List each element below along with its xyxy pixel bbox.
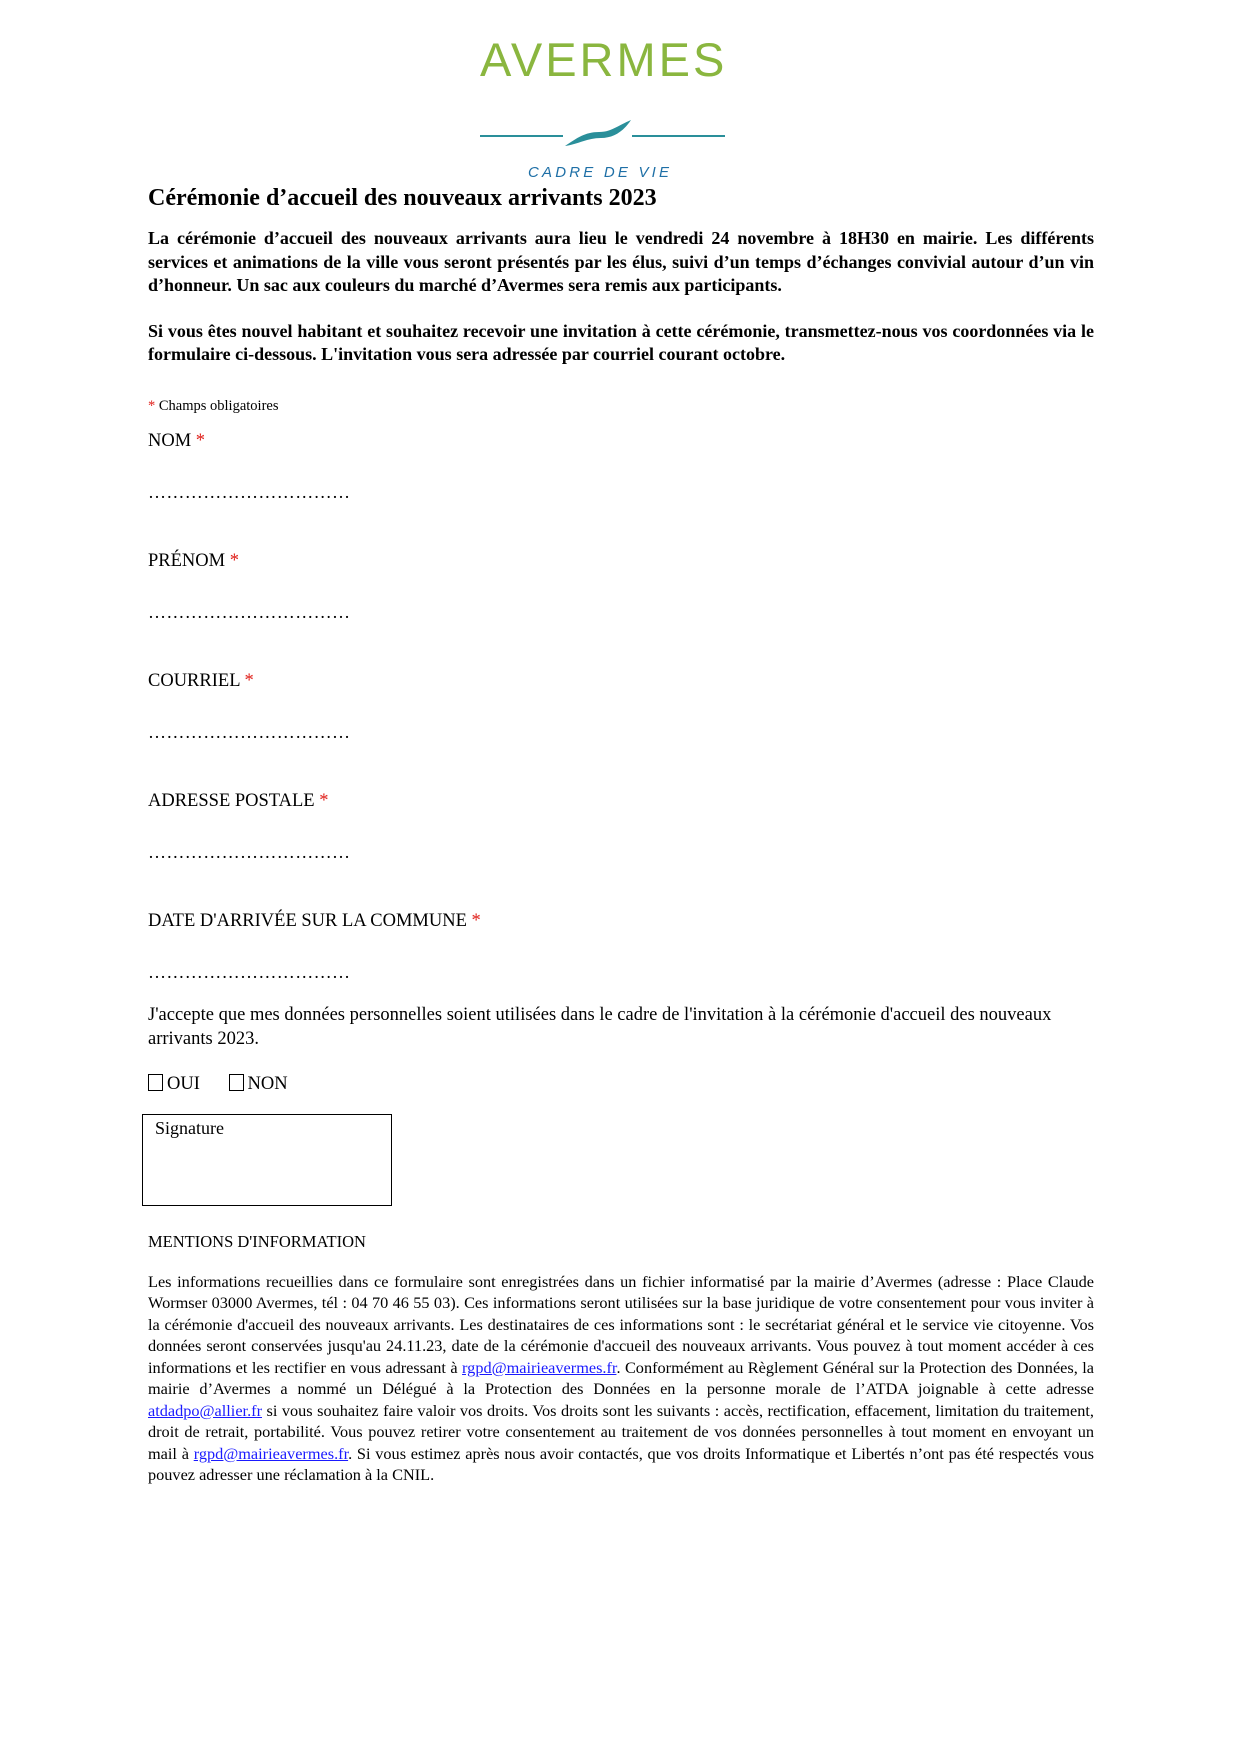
field-input-date-arrivee[interactable]: …………………………… (148, 961, 351, 982)
consent-choices (148, 1073, 1094, 1095)
choice-non-label: NON (247, 1073, 288, 1094)
field-input-nom[interactable]: …………………………… (148, 481, 351, 502)
choice-oui-label: OUI (167, 1073, 200, 1094)
email-link-rgpd[interactable]: rgpd@mairieavermes.fr (462, 1357, 617, 1377)
required-star: * (229, 550, 239, 571)
field-nom (148, 415, 1094, 535)
choice-non[interactable] (229, 1073, 288, 1095)
required-star: * (195, 430, 206, 451)
logo-wave-icon (563, 118, 633, 152)
field-label-text: DATE D'ARRIVÉE SUR LA COMMUNE (148, 910, 472, 931)
intro-paragraph-2: Si vous êtes nouvel habitant et souhaitez recevoir une invitation à cette cérémonie, transmettez-nous vos coordonnées via le formulaire ci-dessous. L'invitation vous sera adressée par courriel courant octobre. (148, 320, 1094, 364)
field-prenom (148, 535, 1094, 655)
field-input-courriel[interactable]: …………………………… (148, 721, 351, 742)
signature-box[interactable] (142, 1114, 392, 1206)
checkbox-oui[interactable] (148, 1074, 163, 1091)
mentions-text-3: si vous souhaitez faire valoir vos droits. Vos droits sont les suivants : accès, rectification, effacement, limitation du traitement, droit de retrait, portabilité. Vous pouvez retirer votre consentement au traitement de vos données personnelles à tout moment en envoyant un mail à (148, 1400, 1094, 1463)
field-input-adresse-postale[interactable]: …………………………… (148, 841, 351, 862)
mentions-text-2: . Conformément au Règlement Général sur la Protection des Données, la mairie d’Avermes a nommé un Délégué à la Protection des Données en la personne morale de l’ATDA joignable à cette adresse (148, 1357, 1095, 1398)
form-document (148, 183, 1094, 1486)
field-label-text: ADRESSE POSTALE (148, 790, 320, 811)
required-star: * (244, 670, 254, 691)
field-label-text: NOM (148, 430, 196, 451)
signature-label: Signature (155, 1117, 224, 1138)
field-adresse-postale (148, 775, 1094, 895)
mentions-title: MENTIONS D'INFORMATION (148, 1231, 366, 1251)
field-label-text: COURRIEL (148, 670, 245, 691)
checkbox-non[interactable] (229, 1074, 244, 1091)
required-star: * (471, 910, 481, 931)
logo-rule-right (632, 135, 725, 137)
consent-statement: J'accepte que mes données personnelles soient utilisées dans le cadre de l'invitation à la cérémonie d'accueil des nouveaux arrivants 2023. (148, 1004, 1052, 1049)
required-star: * (148, 397, 156, 414)
logo-rule-left (480, 135, 563, 137)
field-courriel (148, 655, 1094, 775)
logo-wordmark: AVERMES (480, 33, 728, 86)
mentions-body (148, 1271, 1094, 1486)
required-fields-note (148, 397, 1094, 415)
field-label-prenom (148, 535, 1094, 572)
required-note-text: Champs obligatoires (155, 397, 279, 414)
field-label-adresse-postale (148, 775, 1094, 812)
mentions-text-4: . Si vous estimez après nous avoir contactés, que vos droits Informatique et Libertés n’ont pas été respectés vous pouvez adresser une réclamation à la CNIL. (148, 1443, 1094, 1484)
field-label-text: PRÉNOM (148, 550, 230, 571)
field-date-arrivee (148, 895, 1094, 1015)
intro-paragraph-1: La cérémonie d’accueil des nouveaux arrivants aura lieu le vendredi 24 novembre à 18H30 en mairie. Les différents services et animations de la ville vous seront présentés par les élus, suivi d’un temps d’échanges convivial autour d’un vin d’honneur. Un sac aux couleurs du marché d’Avermes sera remis aux participants. (148, 228, 1094, 295)
required-star: * (319, 790, 329, 811)
email-link-atda[interactable]: atdadpo@allier.fr (148, 1400, 262, 1420)
field-label-date-arrivee (148, 895, 1094, 932)
field-input-prenom[interactable]: …………………………… (148, 601, 351, 622)
mentions-text-1: Les informations recueillies dans ce formulaire sont enregistrées dans un fichier informatisé par la mairie d’Avermes (adresse : Place Claude Wormser 03000 Avermes, tél : 04 70 46 55 03). Ces informations seront utilisées sur la base juridique de votre consentement pour vous inviter à la cérémonie d'accueil des nouveaux arrivants. Les destinataires de ces informations sont : le secrétariat général et le service vie citoyenne. Vos données seront conservées jusqu'au 24.11.23, date de la cérémonie d'accueil des nouveaux arrivants. Vous pouvez à tout moment accéder à ces informations et les rectifier en vous adressant à (148, 1271, 1094, 1377)
field-label-courriel (148, 655, 1094, 692)
avermes-logo (430, 30, 730, 181)
page-title: Cérémonie d’accueil des nouveaux arrivants 2023 (148, 185, 657, 211)
logo-tagline: CADRE DE VIE (528, 164, 673, 181)
choice-oui[interactable] (148, 1073, 200, 1095)
email-link-rgpd-2[interactable]: rgpd@mairieavermes.fr (193, 1443, 349, 1463)
field-label-nom (148, 415, 1094, 452)
